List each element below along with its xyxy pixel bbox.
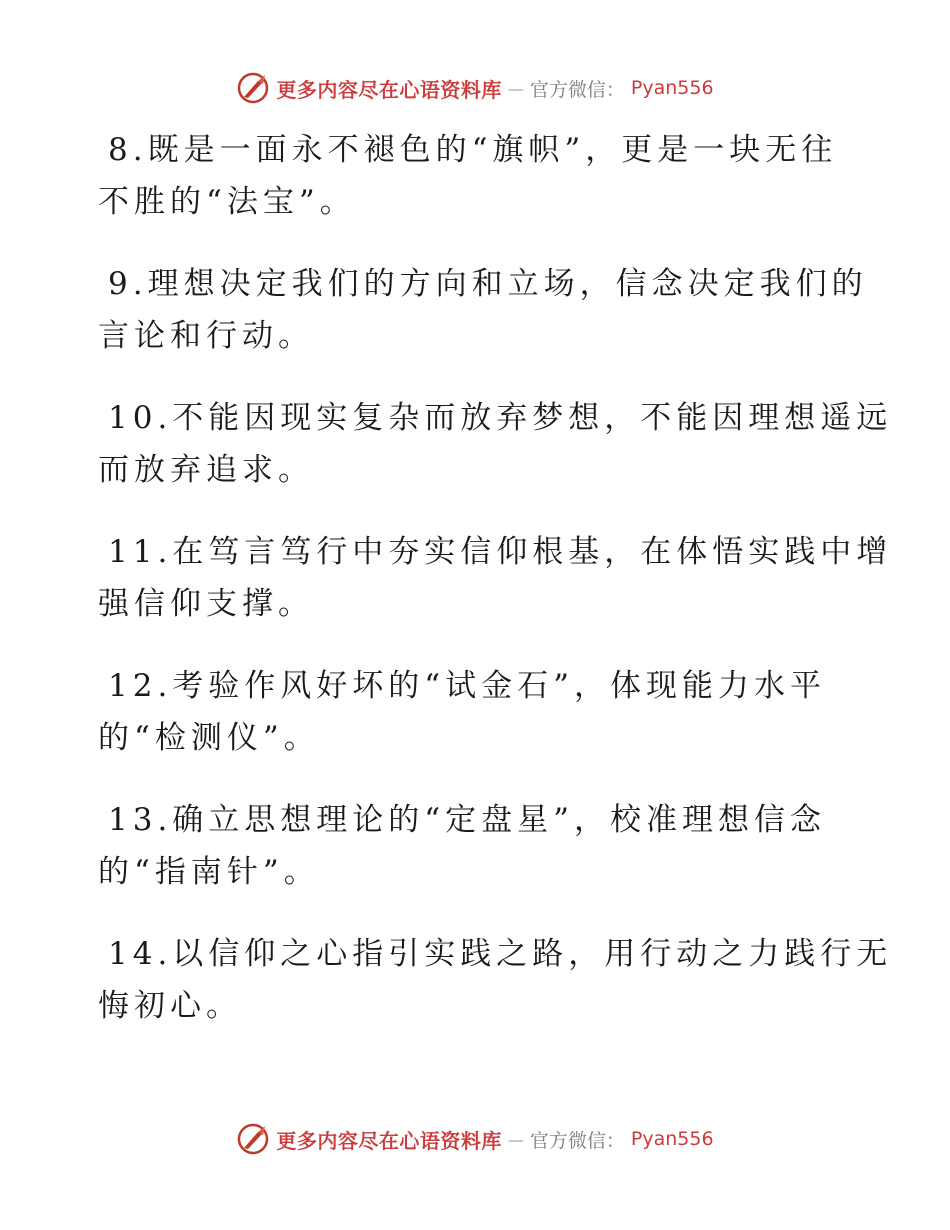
- watermark-dash: —: [507, 78, 524, 98]
- quill-logo-icon: [236, 71, 270, 105]
- watermark-id: Pyan556: [630, 77, 714, 99]
- quote-line: 强信仰支撑。: [98, 586, 314, 622]
- quote-line: 言论和行动。: [98, 318, 314, 354]
- quote-line: 不胜的“法宝”。: [98, 184, 356, 220]
- quote-item-13: [98, 794, 858, 898]
- quote-line: 14.以信仰之心指引实践之路，用行动之力践行无: [108, 936, 893, 972]
- quote-line: 8.既是一面永不褪色的“旗帜”，更是一块无往: [108, 132, 838, 168]
- footer-watermark: [0, 1119, 950, 1159]
- quote-item-8: [98, 124, 858, 228]
- quote-line: 13.确立思想理论的“定盘星”，校准理想信念: [108, 802, 826, 838]
- quote-item-9: [98, 258, 868, 362]
- quote-item-11: [98, 526, 893, 630]
- quote-item-12: [98, 660, 858, 764]
- watermark-label: 官方微信：: [529, 1129, 625, 1152]
- watermark-text: 更多内容尽在心语资料库: [276, 77, 502, 102]
- quote-list: [98, 124, 893, 1062]
- watermark-label: 官方微信：: [529, 78, 625, 101]
- quote-item-14: [98, 928, 893, 1032]
- quote-line: 12.考验作风好坏的“试金石”，体现能力水平: [108, 668, 826, 704]
- quote-line: 10.不能因现实复杂而放弃梦想，不能因理想遥远: [108, 400, 893, 436]
- quote-line: 而放弃追求。: [98, 452, 314, 488]
- watermark-dash: —: [507, 1129, 524, 1149]
- watermark-id: Pyan556: [630, 1128, 714, 1150]
- quote-line: 11.在笃言笃行中夯实信仰根基，在体悟实践中增: [108, 534, 893, 570]
- quill-logo-icon: [236, 1122, 270, 1156]
- quote-line: 9.理想决定我们的方向和立场，信念决定我们的: [108, 266, 868, 302]
- quote-line: 悔初心。: [98, 988, 242, 1024]
- quote-line: 的“指南针”。: [98, 854, 320, 890]
- quote-item-10: [98, 392, 893, 496]
- quote-line: 的“检测仪”。: [98, 720, 320, 756]
- header-watermark: [0, 68, 950, 108]
- watermark-text: 更多内容尽在心语资料库: [276, 1128, 502, 1153]
